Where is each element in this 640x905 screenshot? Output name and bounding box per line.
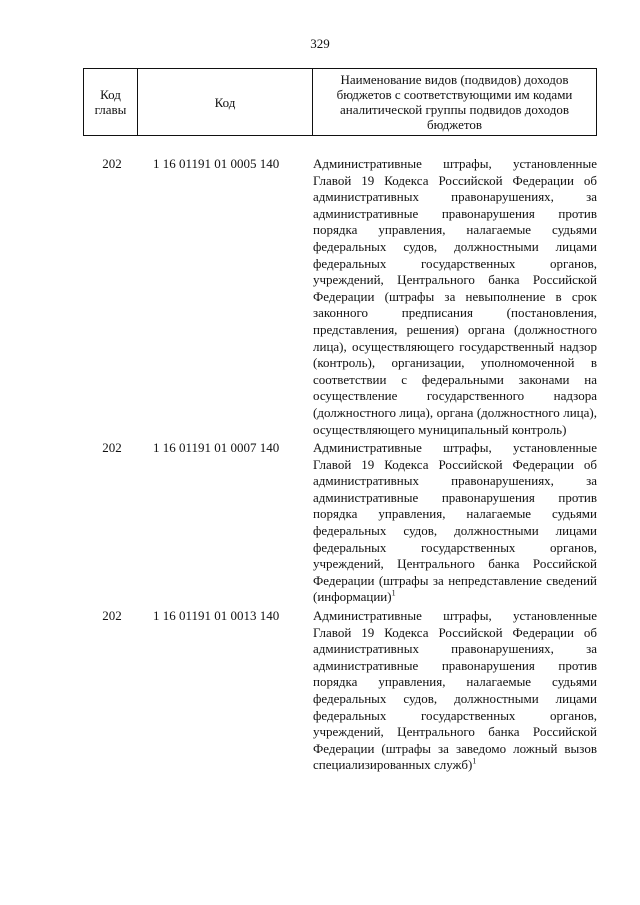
row-chapter-code: 202 xyxy=(102,608,122,624)
footnote-marker: 1 xyxy=(391,589,396,599)
row-chapter-code: 202 xyxy=(102,440,122,456)
table-row xyxy=(83,156,597,438)
row-name-text: Административные штрафы, установленные Главой 19 Кодекса Российской Федерации об административных правонарушениях, за административные правонарушения против порядка управления, налагаемые судьями федеральных судов, должностными лицами федеральных государственных органов, учреждений, Центрального банка Российской Федерации (штрафы за невыполнение в срок законного предписания (постановления, представления, решения) органа (должностного лица), осуществляющего государственный надзор (контроль), организации, уполномоченной в соответствии с федеральными законами на осуществление государственного надзора (должностного лица), органа (должностного лица), осуществляющего муниципальный контроль) xyxy=(313,156,597,437)
table-row xyxy=(83,608,597,774)
row-code: 1 16 01191 01 0013 140 xyxy=(153,608,280,624)
row-name xyxy=(313,440,597,606)
row-name xyxy=(313,608,597,774)
table-row xyxy=(83,440,597,606)
page-number: 329 xyxy=(310,36,330,51)
table-body xyxy=(83,156,597,774)
row-name-text: Административные штрафы, установленные Главой 19 Кодекса Российской Федерации об административных правонарушениях, за административные правонарушения против порядка управления, налагаемые судьями федеральных судов, должностными лицами федеральных государственных органов, учреждений, Центрального банка Российской Федерации (штрафы за непредставление сведений (информации) xyxy=(313,440,597,605)
row-name-text: Административные штрафы, установленные Главой 19 Кодекса Российской Федерации об административных правонарушениях, за административные правонарушения против порядка управления, налагаемые судьями федеральных судов, должностными лицами федеральных государственных органов, учреждений, Центрального банка Российской Федерации (штрафы за заведомо ложный вызов специализированных служб) xyxy=(313,608,597,773)
table-header xyxy=(83,68,597,136)
footnote-marker: 1 xyxy=(472,757,477,767)
row-code: 1 16 01191 01 0005 140 xyxy=(153,156,280,171)
row-name xyxy=(313,156,597,438)
header-name: Наименование видов (подвидов) доходов бюджетов с соответствующими им кодами аналитической группы подвидов доходов бюджетов xyxy=(313,69,597,136)
row-code: 1 16 01191 01 0007 140 xyxy=(153,440,280,456)
header-chapter-code: Код главы xyxy=(84,69,138,136)
header-code: Код xyxy=(138,69,313,136)
row-chapter-code: 202 xyxy=(102,156,122,171)
